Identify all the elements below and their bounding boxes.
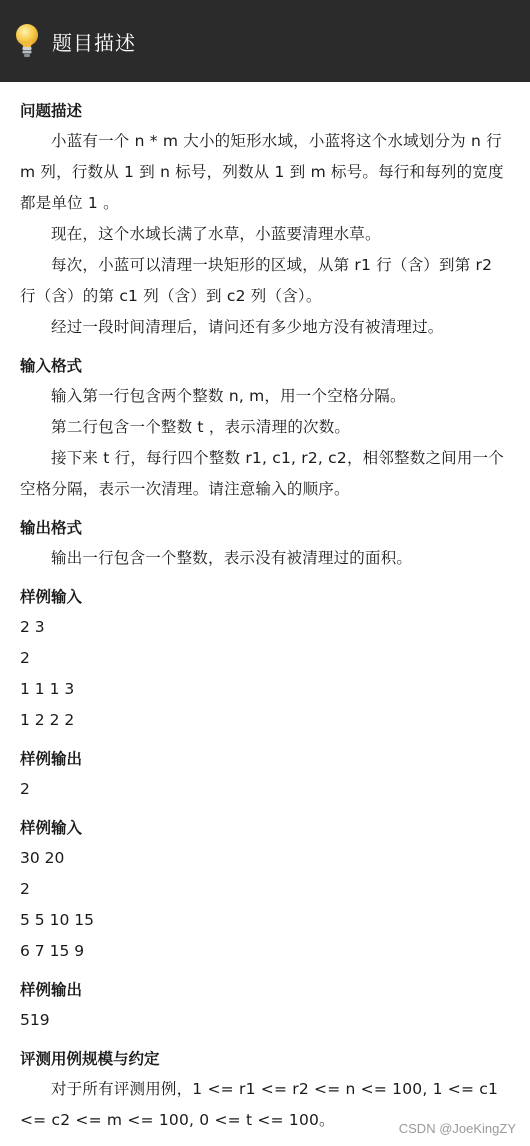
problem-description-heading: 问题描述 xyxy=(20,102,83,120)
sample-input-1-heading: 样例输入 xyxy=(20,588,83,606)
sample-output-1-line: 2 xyxy=(20,780,30,798)
lightbulb-icon xyxy=(14,23,40,59)
sample-input-2-line: 5 5 10 15 xyxy=(20,911,94,929)
sample-output-2-heading: 样例输出 xyxy=(20,981,83,999)
sample-input-2-line: 6 7 15 9 xyxy=(20,942,85,960)
input-format-heading: 输入格式 xyxy=(20,357,83,375)
page-title: 题目描述 xyxy=(52,30,136,55)
sample-input-2-heading: 样例输入 xyxy=(20,819,83,837)
problem-paragraph-4: 经过一段时间清理后，请问还有多少地方没有被清理过。 xyxy=(51,318,444,336)
sample-input-1-line: 2 xyxy=(20,649,30,667)
problem-paragraph-1: 小蓝有一个 n * m 大小的矩形水域，小蓝将这个水域划分为 n 行 m 列，行数从 1 到 n 标号，列数从 1 到 m 标号。每行和每列的宽度都是单位 1 。 xyxy=(20,132,504,212)
sample-input-2-line: 2 xyxy=(20,880,30,898)
sample-input-1-line: 1 2 2 2 xyxy=(20,711,75,729)
problem-content xyxy=(0,82,530,1136)
problem-paragraph-2: 现在，这个水域长满了水草，小蓝要清理水草。 xyxy=(51,225,381,243)
sample-output-2-line: 519 xyxy=(20,1011,50,1029)
input-format-paragraph-1: 输入第一行包含两个整数 n, m，用一个空格分隔。 xyxy=(51,387,406,405)
constraints-heading: 评测用例规模与约定 xyxy=(20,1050,160,1068)
input-format-paragraph-2: 第二行包含一个整数 t ，表示清理的次数。 xyxy=(51,418,351,436)
output-format-paragraph-1: 输出一行包含一个整数，表示没有被清理过的面积。 xyxy=(51,549,413,567)
output-format-heading: 输出格式 xyxy=(20,519,83,537)
sample-input-1-line: 2 3 xyxy=(20,618,45,636)
csdn-watermark: CSDN @JoeKingZY xyxy=(398,1121,516,1136)
sample-input-2-line: 30 20 xyxy=(20,849,65,867)
problem-paragraph-3: 每次，小蓝可以清理一块矩形的区域，从第 r1 行（含）到第 r2 行（含）的第 c1 列（含）到 c2 列（含）。 xyxy=(20,256,493,305)
sample-output-1-heading: 样例输出 xyxy=(20,750,83,768)
constraints-paragraph-1: 对于所有评测用例，1 <= r1 <= r2 <= n <= 100, 1 <= c1 <= c2 <= m <= 100, 0 <= t <= 100。 xyxy=(20,1080,499,1129)
sample-input-1-line: 1 1 1 3 xyxy=(20,680,75,698)
input-format-paragraph-3: 接下来 t 行，每行四个整数 r1, c1, r2, c2，相邻整数之间用一个空格分隔，表示一次清理。请注意输入的顺序。 xyxy=(20,449,504,498)
header-bar xyxy=(0,0,530,82)
